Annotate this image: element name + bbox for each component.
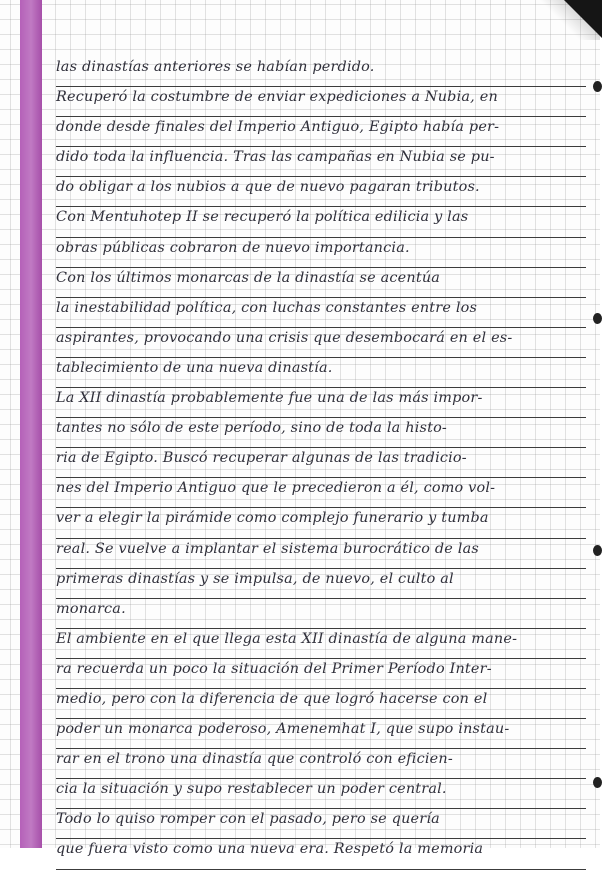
text-line: rar en el trono una dinastía que controló con eficien- — [56, 749, 586, 779]
binder-hole — [593, 545, 602, 556]
text-line: real. Se vuelve a implantar el sistema burocrático de las — [56, 539, 586, 569]
text-line: Con Mentuhotep II se recuperó la política edilicia y las — [56, 207, 586, 237]
text-line: tablecimiento de una nueva dinastía. — [56, 358, 586, 388]
text-line: ra recuerda un poco la situación del Primer Período Inter- — [56, 659, 586, 689]
binder-hole — [593, 313, 602, 324]
text-line: tantes no sólo de este período, sino de toda la histo- — [56, 418, 586, 448]
text-line: la inestabilidad política, con luchas constantes entre los — [56, 298, 586, 328]
text-line: Todo lo quiso romper con el pasado, pero se quería — [56, 809, 586, 839]
text-line: medio, pero con la diferencia de que logró hacerse con el — [56, 689, 586, 719]
text-line: ver a elegir la pirámide como complejo funerario y tumba — [56, 508, 586, 538]
text-line: obras públicas cobraron de nuevo importancia. — [56, 238, 586, 268]
binder-hole — [593, 81, 602, 92]
text-line: las dinastías anteriores se habían perdido. — [56, 57, 586, 87]
binder-hole — [593, 777, 602, 788]
text-line: ria de Egipto. Buscó recuperar algunas de las tradicio- — [56, 448, 586, 478]
margin-strip — [20, 0, 42, 848]
text-line: nes del Imperio Antiguo que le precedieron a él, como vol- — [56, 478, 586, 508]
folded-corner — [562, 0, 602, 38]
text-line: que fuera visto como una nueva era. Respetó la memoria — [56, 839, 586, 869]
text-line: La XII dinastía probablemente fue una de las más impor- — [56, 388, 586, 418]
text-line: monarca. — [56, 599, 586, 629]
text-line: primeras dinastías y se impulsa, de nuevo, el culto al — [56, 569, 586, 599]
text-line: El ambiente en el que llega esta XII dinastía de alguna mane- — [56, 629, 586, 659]
text-line: dido toda la influencia. Tras las campañas en Nubia se pu- — [56, 147, 586, 177]
text-line: cia la situación y supo restablecer un poder central. — [56, 779, 586, 809]
text-line: poder un monarca poderoso, Amenemhat I, que supo instau- — [56, 719, 586, 749]
text-line: donde desde finales del Imperio Antiguo, Egipto había per- — [56, 117, 586, 147]
text-line: Con los últimos monarcas de la dinastía se acentúa — [56, 268, 586, 298]
text-line: do obligar a los nubios a que de nuevo pagaran tributos. — [56, 177, 586, 207]
handwritten-text — [56, 57, 586, 870]
text-line: aspirantes, provocando una crisis que desembocará en el es- — [56, 328, 586, 358]
text-line: Recuperó la costumbre de enviar expediciones a Nubia, en — [56, 87, 586, 117]
